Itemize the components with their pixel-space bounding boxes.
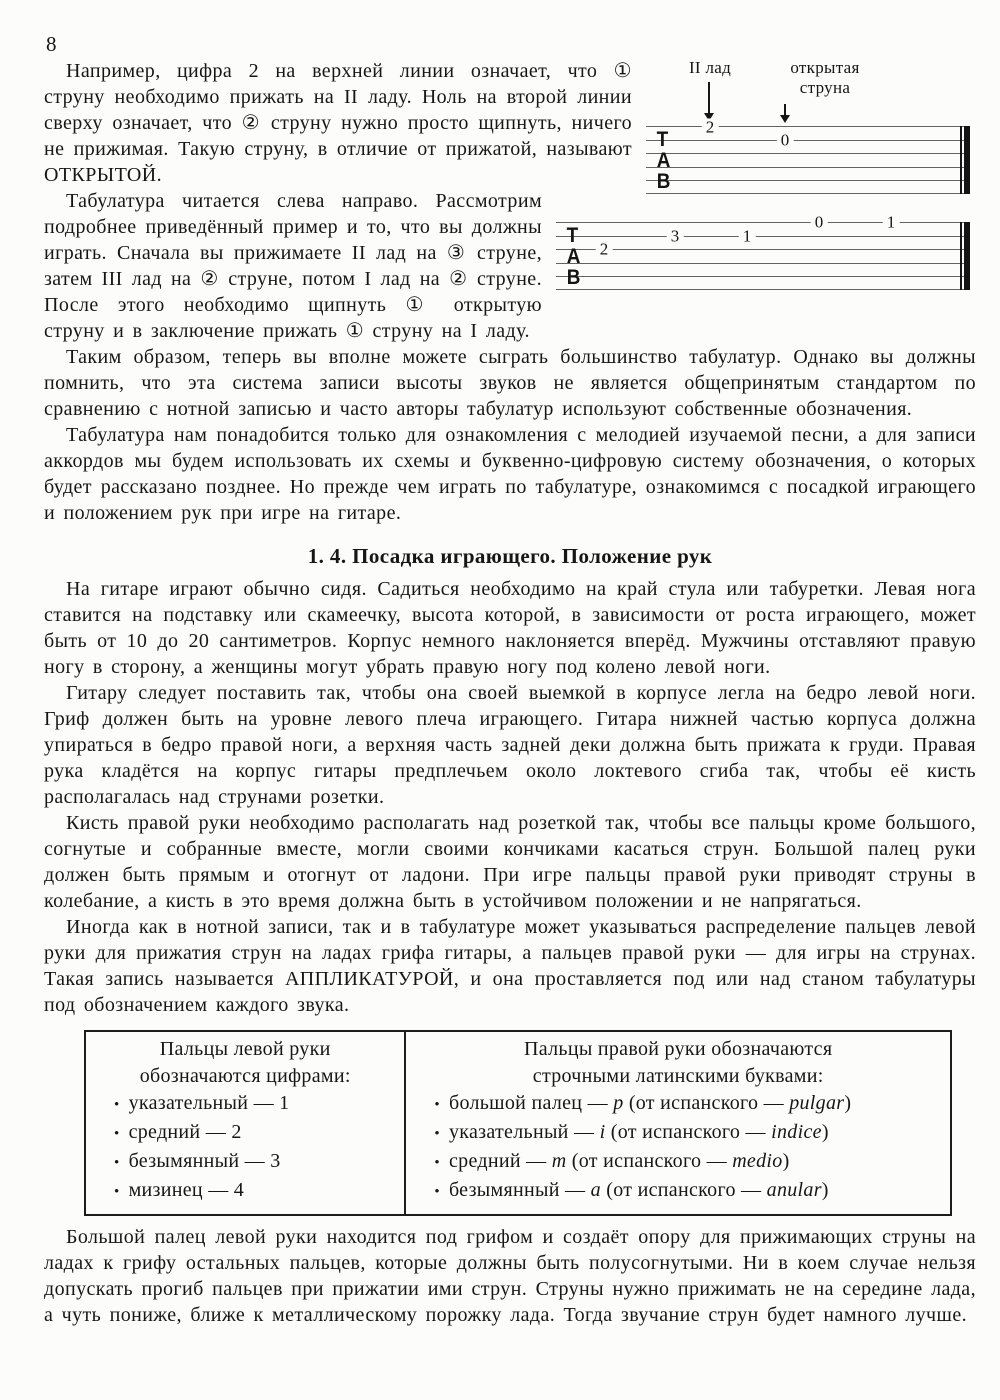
double-barline-thick [964, 222, 970, 290]
bullet-icon: • [114, 1155, 120, 1171]
list-item [416, 1119, 940, 1148]
tab-note: 1 [883, 214, 900, 231]
right-finger-label: указательный — [448, 1121, 600, 1143]
list-item [416, 1148, 940, 1177]
paragraph-sitting-position: На гитаре играют обычно сидя. Садиться необходимо на край стула или табуретки. Левая нога ставится на подставку или скамеечку, высота которой, в зависимости от роста играющего, может быть от 10 до 20 сантиметров. Корпус немного наклоняется вперёд. Мужчины отставляют правую ногу в сторону, а женщины могут убрать правую ногу под колено левой ноги. [44, 578, 976, 678]
origin-text: (от испанского — [600, 1179, 767, 1201]
finger-letter: m [551, 1150, 567, 1172]
paragraph-guitar-position: Гитару следует поставить так, чтобы она своей выемкой в корпусе легла на бедро левой ноги. Гриф должен быть на уровне левого плеча играющего. Гитара нижней частью корпуса должна упираться в бедро правой ноги, а верхняя часть задней деки должна быть прижата к груди. Правая рука кладётся на корпус гитары предплечьем около локтевого сгиба так, чтобы её кисть располагалась над струнами розетки. [44, 682, 976, 808]
list-item [96, 1119, 394, 1148]
origin-text-close: ) [821, 1179, 829, 1201]
staff-line [646, 126, 969, 127]
paragraph-left-thumb: Большой палец левой руки находится под грифом и создаёт опору для прижимающих струны на ладах к грифу остальных пальцев, которые должны быть полусогнутыми. Ни в коем случае нельзя допускать прогиб пальцев при прижатии ими струн. Струны нужно прижимать не на середине лада, а чуть пониже, ближе к металлическому порожку лада. Тогда звучание струн будет намного лучше. [44, 1226, 976, 1326]
left-finger-label: средний — 2 [128, 1121, 242, 1143]
staff-line [556, 236, 969, 237]
list-item [96, 1090, 394, 1119]
down-arrow-icon [784, 104, 786, 116]
tab-note: 2 [702, 119, 719, 136]
staff-line [556, 289, 969, 290]
finger-notation-table [84, 1030, 952, 1216]
origin-text-close: ) [782, 1150, 790, 1172]
right-hand-header [416, 1036, 940, 1090]
origin-text: (от испанского — [605, 1121, 772, 1143]
origin-text-close: ) [844, 1092, 852, 1114]
tab-staff [556, 212, 976, 290]
finger-letter: p [613, 1092, 624, 1114]
finger-letter: a [590, 1179, 601, 1201]
tab-letter-b: B [656, 170, 671, 193]
paragraph-fingering: Иногда как в нотной записи, так и в табулатуре может указываться распределение пальцев левой руки для прижатия струн на ладах грифа гитары, а пальцев правой руки — для игры на струнах. Такая запись называется АППЛИКАТУРОЙ, и она проставляется под или над станом табулатуры под обозначением каждого звука. [44, 916, 976, 1016]
right-finger-label: безымянный — [448, 1179, 591, 1201]
list-item [96, 1177, 394, 1206]
tab-letter-a: A [566, 245, 581, 268]
left-hand-header [96, 1036, 394, 1090]
bullet-icon: • [434, 1155, 440, 1171]
staff-line [646, 153, 969, 154]
paragraph-right-hand: Кисть правой руки необходимо располагать над розеткой так, чтобы все пальцы кроме большого, согнутые и собранные вместе, могли своими кончиками касаться струн. Большой палец руки должен быть прямым и отогнут от ладони. При игре пальцы правой руки приводят струны в колебание, а кисть в это время должна быть в устойчивом положении и не напрягаться. [44, 812, 976, 912]
tablature-figure-1 [646, 58, 976, 198]
tab-letter-t: T [566, 224, 579, 247]
list-item [416, 1177, 940, 1206]
open-string-label-line2: струна [799, 78, 851, 97]
staff-line [646, 193, 969, 194]
left-hand-header-line1: Пальцы левой руки [159, 1038, 331, 1060]
left-finger-label: мизинец — 4 [128, 1179, 245, 1201]
double-barline-thick [964, 126, 970, 194]
fret-label: II лад [688, 58, 732, 77]
right-finger-label: средний — [448, 1150, 552, 1172]
right-finger-label: большой палец — [448, 1092, 614, 1114]
finger-letter: i [599, 1121, 606, 1143]
left-hand-header-line2: обозначаются цифрами: [139, 1065, 351, 1087]
spanish-word: medio [732, 1150, 783, 1172]
down-arrow-icon [708, 82, 710, 114]
table-cell-left-hand [85, 1031, 405, 1215]
bullet-icon: • [434, 1097, 440, 1113]
left-finger-label: указательный — 1 [128, 1092, 290, 1114]
right-hand-header-line1: Пальцы правой руки обозначаются [524, 1038, 833, 1060]
paragraph-tab-usage: Табулатура нам понадобится только для ознакомления с мелодией изучаемой песни, а для записи аккордов мы будем использовать их схемы и буквенно-цифровую систему обозначения, о которых будет рассказано позднее. Но прежде чем играть по табулатуре, ознакомимся с посадкой играющего и положением рук при игре на гитаре. [44, 424, 976, 524]
bullet-icon: • [114, 1097, 120, 1113]
double-barline-thin [960, 126, 962, 194]
table-cell-right-hand [405, 1031, 951, 1215]
arrow-head-icon [780, 115, 790, 123]
open-string-label-line1: открытая [790, 58, 860, 77]
origin-text-close: ) [821, 1121, 829, 1143]
origin-text: (от испанского — [623, 1092, 790, 1114]
section-heading: 1. 4. Посадка играющего. Положение рук [307, 544, 713, 568]
bullet-icon: • [114, 1126, 120, 1142]
paragraph-tab-reading: Табулатура читается слева направо. Рассмотрим подробнее приведённый пример и то, что вы должны играть. Сначала вы прижимаете II лад на ③ струне, затем III лад на ② струне, потом I лад на ② струне. После этого необходимо щипнуть ① открытую струну и в заключение прижать ① струну на I ладу. [44, 190, 542, 342]
page-number: 8 [46, 32, 57, 56]
tab-staff [646, 117, 976, 194]
spanish-word: pulgar [789, 1092, 845, 1114]
spanish-word: anular [766, 1179, 822, 1201]
tab-note: 1 [739, 228, 756, 245]
table-row [85, 1031, 951, 1215]
staff-line [556, 222, 969, 223]
tab-note: 3 [667, 228, 684, 245]
staff-line [556, 249, 969, 250]
tab-letter-t: T [656, 128, 669, 151]
tablature-figure-2 [556, 208, 976, 298]
list-item [416, 1090, 940, 1119]
bullet-icon: • [114, 1184, 120, 1200]
right-hand-header-line2: строчными латинскими буквами: [532, 1065, 824, 1087]
staff-line [646, 140, 969, 141]
bullet-icon: • [434, 1184, 440, 1200]
spanish-word: indice [771, 1121, 822, 1143]
bullet-icon: • [434, 1126, 440, 1142]
origin-text: (от испанского — [566, 1150, 733, 1172]
staff-line [646, 167, 969, 168]
tab-letter-a: A [656, 149, 671, 172]
list-item [96, 1148, 394, 1177]
tab-note: 0 [777, 132, 794, 149]
paragraph-tab-standard: Таким образом, теперь вы вполне можете сыграть большинство табулатур. Однако вы должны помнить, что эта система записи высоты звуков не является общепринятым стандартом по сравнению с нотной записью и часто авторы табулатур используют собственные обозначения. [44, 346, 976, 420]
staff-line [556, 276, 969, 277]
staff-line [646, 180, 969, 181]
tab-note: 2 [596, 241, 613, 258]
tab-letter-b: B [566, 266, 581, 289]
paragraph-tab-example: Например, цифра 2 на верхней линии означает, что ① струну необходимо прижать на II ладу. Ноль на второй линии сверху означает, что ② струну нужно просто щипнуть, ничего не прижимая. Такую струну, в отличие от прижатой, называют ОТКРЫТОЙ. [44, 60, 632, 186]
double-barline-thin [960, 222, 962, 290]
tab-note: 0 [811, 214, 828, 231]
left-finger-label: безымянный — 3 [128, 1150, 281, 1172]
staff-line [556, 263, 969, 264]
open-string-label [762, 58, 888, 98]
